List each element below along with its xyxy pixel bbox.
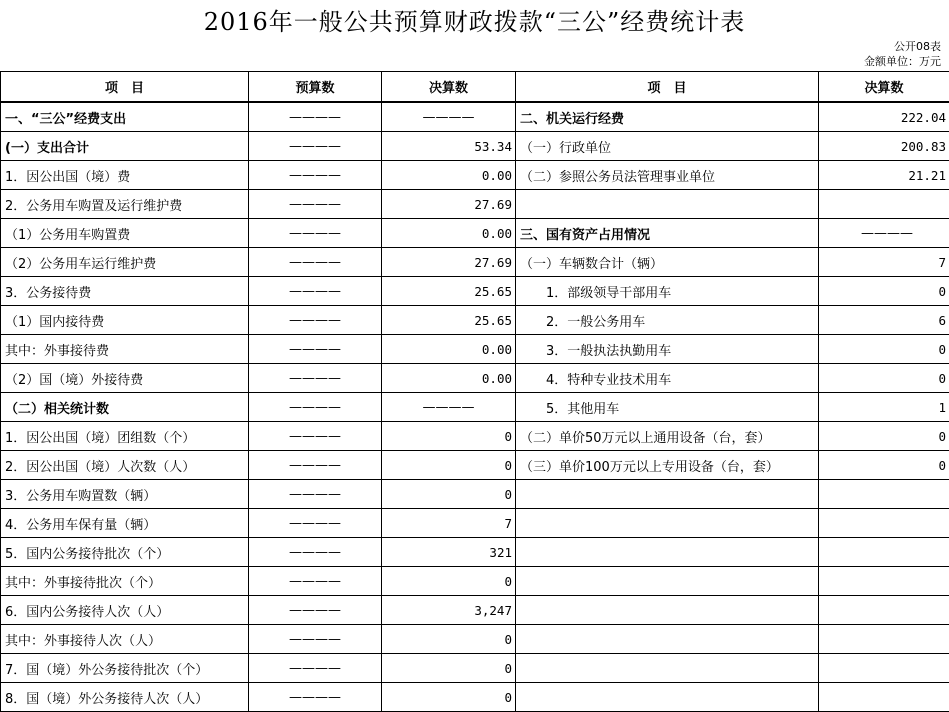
table-row	[1, 161, 949, 190]
table-row	[1, 277, 949, 306]
left-item-cell: （二）相关统计数	[1, 393, 249, 422]
header-actual-left: 决算数	[382, 72, 516, 103]
left-item-cell: （2）公务用车运行维护费	[1, 248, 249, 277]
right-actual-cell	[819, 683, 949, 712]
table-row	[1, 190, 949, 219]
budget-cell: ————	[249, 596, 382, 625]
budget-cell: ————	[249, 422, 382, 451]
statistics-table	[0, 71, 949, 712]
budget-cell: ————	[249, 102, 382, 132]
table-row	[1, 132, 949, 161]
budget-cell: ————	[249, 190, 382, 219]
budget-cell: ————	[249, 683, 382, 712]
table-row	[1, 567, 949, 596]
left-actual-cell: 0.00	[382, 161, 516, 190]
budget-cell: ————	[249, 480, 382, 509]
left-item-cell: 其中：外事接待费	[1, 335, 249, 364]
table-row	[1, 248, 949, 277]
right-actual-cell: 0	[819, 364, 949, 393]
budget-cell: ————	[249, 625, 382, 654]
right-actual-cell	[819, 625, 949, 654]
budget-cell: ————	[249, 567, 382, 596]
table-row	[1, 102, 949, 132]
right-actual-cell: 200.83	[819, 132, 949, 161]
right-actual-cell	[819, 596, 949, 625]
left-actual-cell: 321	[382, 538, 516, 567]
left-actual-cell: 0	[382, 480, 516, 509]
budget-cell: ————	[249, 132, 382, 161]
left-actual-cell: 0	[382, 625, 516, 654]
budget-cell: ————	[249, 306, 382, 335]
right-item-cell: （二）单价50万元以上通用设备（台，套）	[516, 422, 819, 451]
left-actual-cell: 3,247	[382, 596, 516, 625]
left-actual-cell: 0	[382, 422, 516, 451]
right-item-cell	[516, 538, 819, 567]
right-item-cell: 3．一般执法执勤用车	[516, 335, 819, 364]
header-item-left: 项 目	[1, 72, 249, 103]
right-item-cell	[516, 625, 819, 654]
left-actual-cell: 7	[382, 509, 516, 538]
header-budget: 预算数	[249, 72, 382, 103]
left-actual-cell: 27.69	[382, 248, 516, 277]
left-actual-cell: 0.00	[382, 335, 516, 364]
budget-cell: ————	[249, 161, 382, 190]
table-row	[1, 219, 949, 248]
left-item-cell: 8．国（境）外公务接待人次（人）	[1, 683, 249, 712]
table-row	[1, 422, 949, 451]
left-actual-cell: ————	[382, 102, 516, 132]
budget-cell: ————	[249, 219, 382, 248]
left-actual-cell: 53.34	[382, 132, 516, 161]
left-item-cell: 7．国（境）外公务接待批次（个）	[1, 654, 249, 683]
right-item-cell: 5．其他用车	[516, 393, 819, 422]
left-item-cell: 5．国内公务接待批次（个）	[1, 538, 249, 567]
table-row	[1, 393, 949, 422]
amount-unit: 金额单位：万元	[864, 55, 941, 69]
left-item-cell: 其中：外事接待人次（人）	[1, 625, 249, 654]
right-item-cell	[516, 480, 819, 509]
left-item-cell: 1．因公出国（境）费	[1, 161, 249, 190]
table-row	[1, 451, 949, 480]
right-actual-cell	[819, 538, 949, 567]
right-item-cell	[516, 567, 819, 596]
right-item-cell: 1．部级领导干部用车	[516, 277, 819, 306]
left-item-cell: 3．公务接待费	[1, 277, 249, 306]
right-actual-cell: 0	[819, 277, 949, 306]
right-item-cell: （一）车辆数合计（辆）	[516, 248, 819, 277]
right-actual-cell: 7	[819, 248, 949, 277]
left-actual-cell: ————	[382, 393, 516, 422]
right-item-cell: （二）参照公务员法管理事业单位	[516, 161, 819, 190]
right-actual-cell: 0	[819, 451, 949, 480]
left-item-cell: 2．因公出国（境）人次数（人）	[1, 451, 249, 480]
right-actual-cell	[819, 567, 949, 596]
right-item-cell: 三、国有资产占用情况	[516, 219, 819, 248]
left-item-cell: (一）支出合计	[1, 132, 249, 161]
right-actual-cell: 0	[819, 335, 949, 364]
budget-cell: ————	[249, 654, 382, 683]
budget-cell: ————	[249, 364, 382, 393]
right-actual-cell	[819, 480, 949, 509]
budget-cell: ————	[249, 451, 382, 480]
left-actual-cell: 27.69	[382, 190, 516, 219]
table-row	[1, 538, 949, 567]
table-title: 2016年一般公共预算财政拨款“三公”经费统计表	[0, 6, 949, 38]
budget-cell: ————	[249, 335, 382, 364]
left-actual-cell: 0	[382, 567, 516, 596]
left-item-cell: 其中：外事接待批次（个）	[1, 567, 249, 596]
budget-cell: ————	[249, 277, 382, 306]
table-row	[1, 335, 949, 364]
budget-cell: ————	[249, 509, 382, 538]
header-item-right: 项 目	[516, 72, 819, 103]
table-row	[1, 364, 949, 393]
table-row	[1, 625, 949, 654]
left-item-cell: 一、“三公”经费支出	[1, 102, 249, 132]
left-item-cell: （2）国（境）外接待费	[1, 364, 249, 393]
left-item-cell: 6．国内公务接待人次（人）	[1, 596, 249, 625]
right-item-cell: 4．特种专业技术用车	[516, 364, 819, 393]
header-actual-right: 决算数	[819, 72, 949, 103]
left-actual-cell: 0	[382, 451, 516, 480]
right-actual-cell: 222.04	[819, 102, 949, 132]
table-row	[1, 654, 949, 683]
right-actual-cell: 6	[819, 306, 949, 335]
form-number: 公开08表	[894, 40, 941, 54]
table-row	[1, 509, 949, 538]
left-item-cell: 2．公务用车购置及运行维护费	[1, 190, 249, 219]
header-row	[1, 72, 949, 103]
right-actual-cell: 21.21	[819, 161, 949, 190]
right-item-cell	[516, 509, 819, 538]
budget-cell: ————	[249, 393, 382, 422]
right-actual-cell	[819, 190, 949, 219]
left-actual-cell: 0.00	[382, 364, 516, 393]
left-item-cell: 1．因公出国（境）团组数（个）	[1, 422, 249, 451]
right-item-cell: （三）单价100万元以上专用设备（台，套）	[516, 451, 819, 480]
right-actual-cell	[819, 654, 949, 683]
left-actual-cell: 25.65	[382, 306, 516, 335]
right-item-cell: 二、机关运行经费	[516, 102, 819, 132]
right-item-cell	[516, 596, 819, 625]
left-actual-cell: 0	[382, 654, 516, 683]
right-item-cell	[516, 654, 819, 683]
table-row	[1, 683, 949, 712]
right-actual-cell: 0	[819, 422, 949, 451]
budget-cell: ————	[249, 248, 382, 277]
left-item-cell: （1）公务用车购置费	[1, 219, 249, 248]
left-actual-cell: 0	[382, 683, 516, 712]
table-row	[1, 306, 949, 335]
left-item-cell: 3．公务用车购置数（辆）	[1, 480, 249, 509]
left-item-cell: （1）国内接待费	[1, 306, 249, 335]
left-actual-cell: 25.65	[382, 277, 516, 306]
table-row	[1, 596, 949, 625]
right-item-cell: （一）行政单位	[516, 132, 819, 161]
right-item-cell: 2．一般公务用车	[516, 306, 819, 335]
right-item-cell	[516, 683, 819, 712]
budget-cell: ————	[249, 538, 382, 567]
right-actual-cell: 1	[819, 393, 949, 422]
table-row	[1, 480, 949, 509]
left-actual-cell: 0.00	[382, 219, 516, 248]
left-item-cell: 4．公务用车保有量（辆）	[1, 509, 249, 538]
right-item-cell	[516, 190, 819, 219]
right-actual-cell: ————	[819, 219, 949, 248]
right-actual-cell	[819, 509, 949, 538]
